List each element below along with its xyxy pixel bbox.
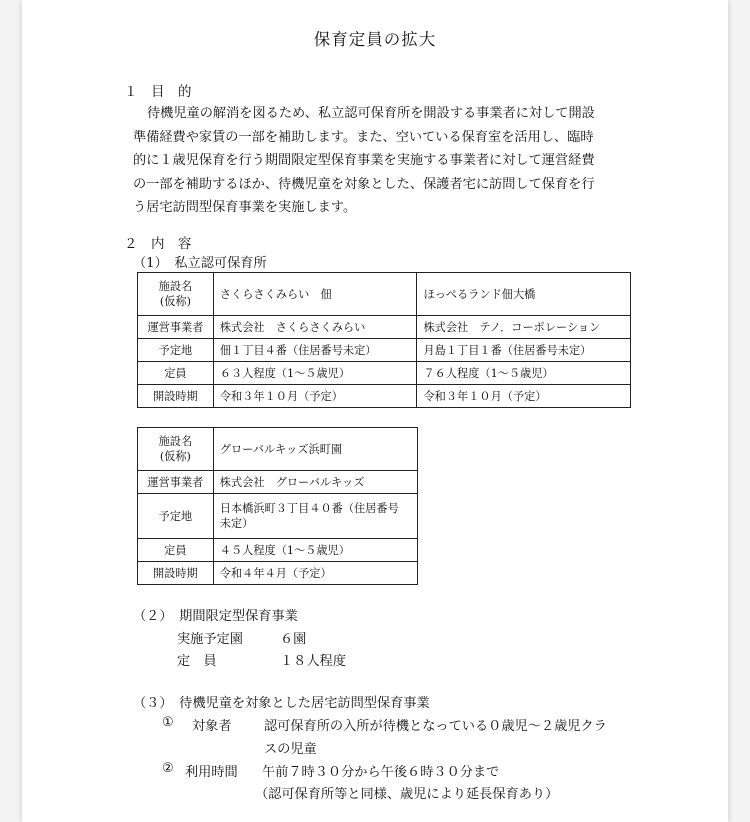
paragraph-line: 的に１歳児保育を行う期間限定型保育事業を実施する事業者に対して運営経費 [133,153,595,168]
paragraph-line: 準備経費や家賃の一部を補助します。また、空いている保育室を活用し、臨時 [133,129,594,145]
row-label-operator: 運営事業者 [138,316,214,339]
cell-value: 株式会社 さくらさくみらい [213,316,417,339]
cell-value: ４５人程度（1～５歳児） [213,539,417,562]
page-title: 保育定員の拡大 [313,30,437,49]
item-label: 定 員 [177,654,217,669]
item-number: ① [162,715,174,730]
purpose-paragraph [133,102,633,220]
cell-value: ７６人程度（1～５歳児） [417,362,631,385]
table-row [138,428,418,471]
item-label: 実施予定園 [177,632,243,647]
label-text: 施設名 [158,280,193,293]
cell-line: 日本橋浜町３丁目４０番（住居番号 [219,502,399,515]
cell-value: 株式会社 テノ．コーポレーション [417,316,631,339]
item-line: 午前７時３０分から午後６時３０分まで [262,765,500,780]
cell-value: ６３人程度（1～５歳児） [213,362,417,385]
cell-value: ほっぺるランド佃大橋 [417,273,631,316]
cell-value: 令和３年１０月（予定） [417,385,631,408]
subsection-heading-private-nursery: （1） 私立認可保育所 [133,256,267,271]
paragraph-line: 待機児童の解消を図るため、私立認可保育所を開設する事業者に対して開設 [147,106,595,121]
label-text: 施設名 [158,435,193,448]
row-label-capacity: 定員 [138,362,214,385]
table-row [138,471,418,494]
item-line: （認可保育所等と同様、歳児により延長保育あり） [255,787,559,802]
row-label-opening: 開設時期 [138,562,214,585]
cell-value: さくらさくみらい 佃 [213,273,417,316]
row-label-operator: 運営事業者 [138,471,214,494]
subsection-heading-home-visit: （３） 待機児童を対象とした居宅訪問型保育事業 [133,696,430,711]
table-row [138,539,418,562]
item-value: ６園 [280,632,307,647]
cell-value [213,494,417,539]
item-label: 利用時間 [185,765,238,780]
item-line: 認可保育所の入所が待機となっている０歳児～２歳児クラ [264,719,607,734]
nursery-table-1 [137,272,631,408]
cell-value: 株式会社 グローバルキッズ [213,471,417,494]
row-label-planned-site: 予定地 [138,339,214,362]
table-row [138,562,418,585]
row-label-opening: 開設時期 [138,385,214,408]
cell-value: 令和４年４月（予定） [213,562,417,585]
table-row [138,273,631,316]
section-heading-purpose: １ 目 的 [124,84,192,100]
row-label-capacity: 定員 [138,539,214,562]
table-row [138,316,631,339]
item-value: １８人程度 [280,654,346,669]
cell-line: 未定） [219,517,254,530]
cell-value: 月島１丁目１番（住居番号未定） [417,339,631,362]
row-label-facility-name [138,428,214,471]
nursery-table-2 [137,427,418,585]
paragraph-line: の一部を補助するほか、待機児童を対象とした、保護者宅に訪問して保育を行 [133,176,595,192]
subsection-heading-limited-term: （２） 期間限定型保育事業 [133,609,298,624]
cell-value: 令和３年１０月（予定） [213,385,417,408]
table-row [138,385,631,408]
section-heading-contents: ２ 内 容 [124,236,192,252]
label-text: (仮称) [159,295,191,308]
row-label-facility-name [138,273,214,316]
paragraph-line: う居宅訪問型保育事業を実施します。 [133,200,357,215]
table-row [138,339,631,362]
item-number: ② [162,761,174,776]
item-line: スの児童 [264,742,317,757]
cell-value: 佃１丁目４番（住居番号未定） [213,339,417,362]
cell-value: グローバルキッズ浜町園 [213,428,417,471]
table-row [138,362,631,385]
item-label: 対象者 [192,719,232,734]
table-row [138,494,418,539]
row-label-planned-site: 予定地 [138,494,214,539]
label-text: (仮称) [159,450,191,463]
